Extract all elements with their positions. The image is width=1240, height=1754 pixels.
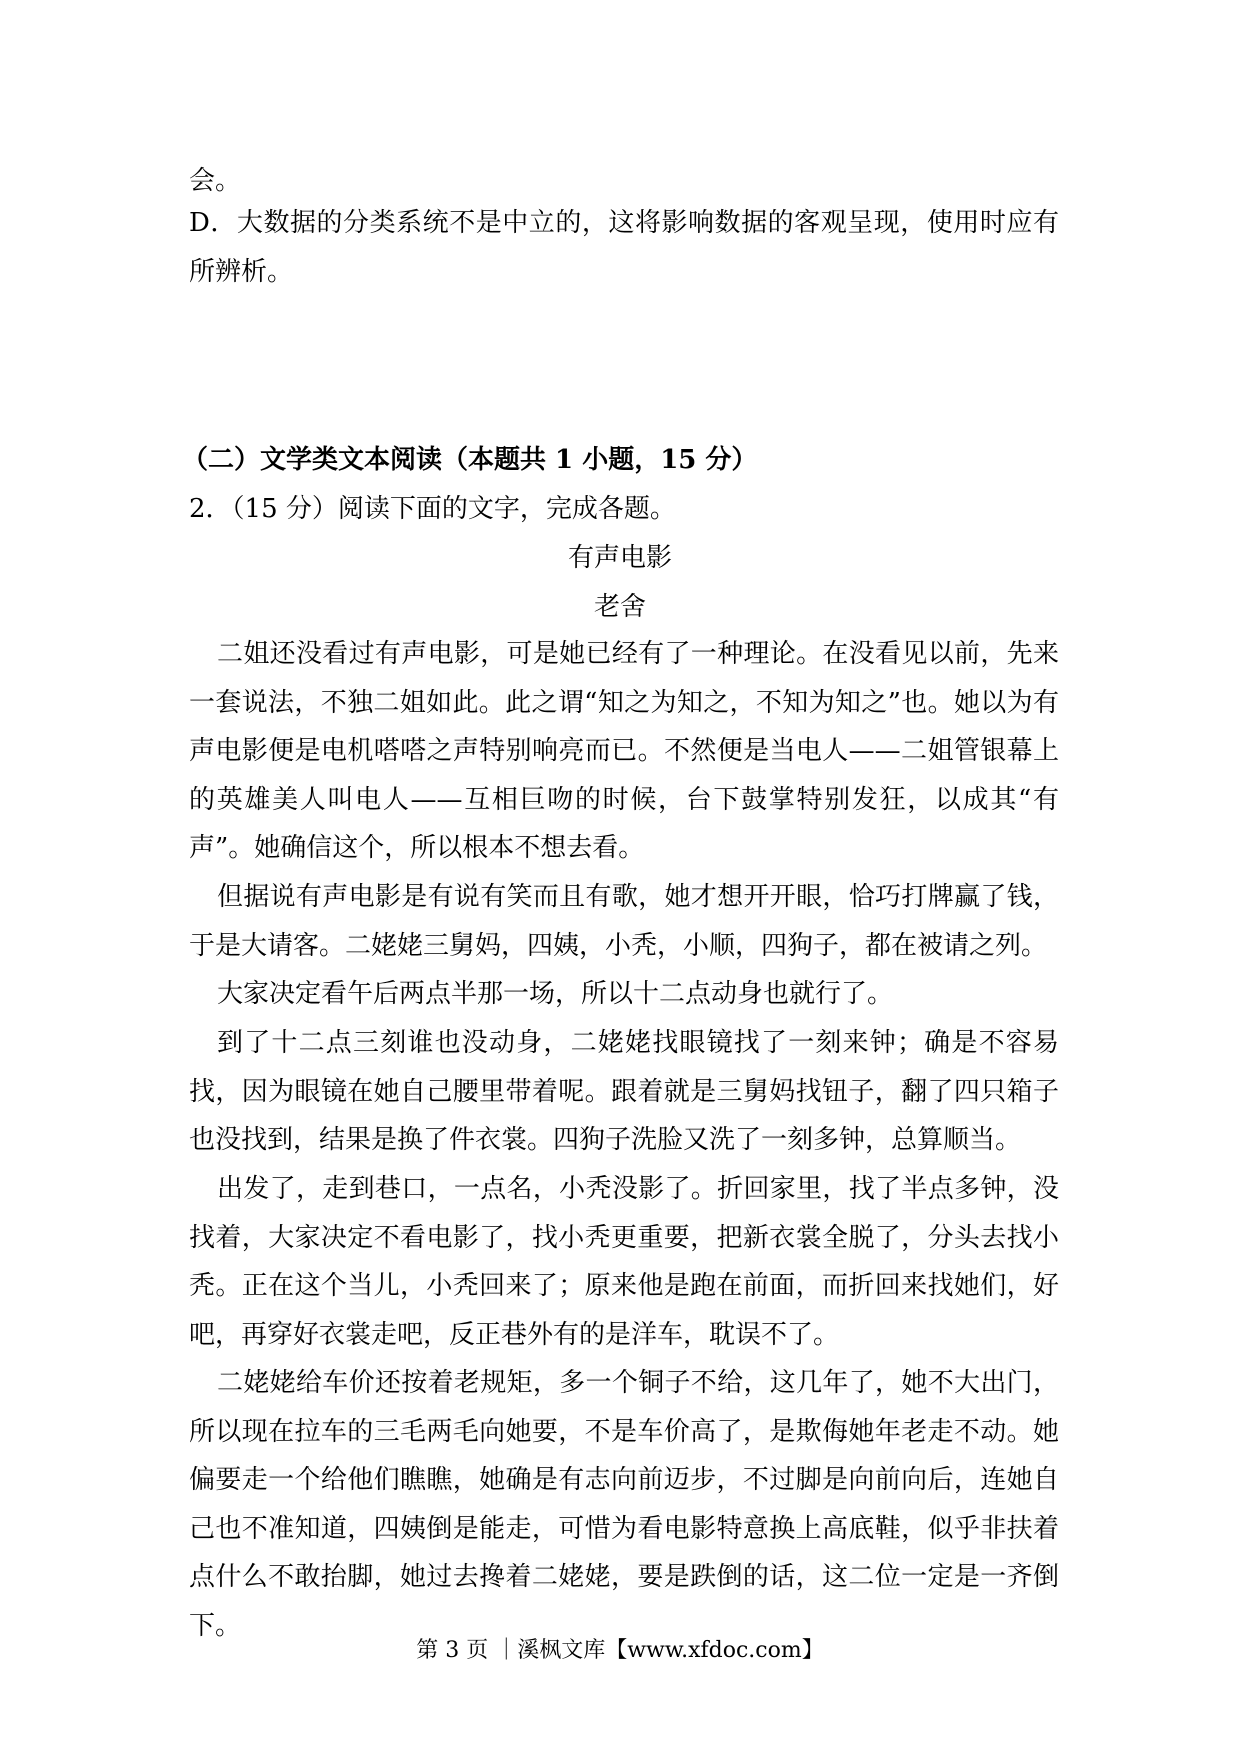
article-author: 老舍 [593,592,646,622]
article-title: 有声电影 [567,543,672,573]
article-paragraph: 但据说有声电影是有说有笑而且有歌，她才想开开眼，恰巧打牌赢了钱，于是大请客。二姥姥三舅妈，四姨，小秃，小顺，四狗子，都在被请之列。 [189,882,1059,961]
article-paragraph: 二姐还没看过有声电影，可是她已经有了一种理论。在没看见以前，先来一套说法，不独二姐如此。此之谓“知之为知之，不知为知之”也。她以为有声电影便是电机嗒嗒之声特别响亮而已。不然便是当电人——二姐管银幕上的英雄美人叫电人——互相巨吻的时候，台下鼓掌特别发狂，以成其“有声”。她确信这个，所以根本不想去看。 [189,639,1059,864]
page-footer: 第 3 页 ｜溪枫文库【www.xfdoc.com】 [416,1638,824,1663]
option-c-tail: 会。 [189,166,242,196]
article-paragraph: 大家决定看午后两点半那一场，所以十二点动身也就行了。 [217,979,894,1009]
article-paragraph: 到了十二点三刻谁也没动身，二姥姥找眼镜找了一刻来钟；确是不容易找，因为眼镜在她自己腰里带着呢。跟着就是三舅妈找钮子，翻了四只箱子也没找到，结果是换了件衣裳。四狗子洗脸又洗了一刻多钟，总算顺当。 [189,1028,1059,1156]
article-paragraph: 二姥姥给车价还按着老规矩，多一个铜子不给，这几年了，她不大出门，所以现在拉车的三毛两毛向她要，不是车价高了，是欺侮她年老走不动。她偏要走一个给他们瞧瞧，她确是有志向前迈步，不过脚是向前向后，连她自己也不准知道，四姨倒是能走，可惜为看电影特意换上高底鞋，似乎非扶着点什么不敢抬脚，她过去搀着二姥姥，要是跌倒的话，这二位一定是一齐倒下。 [189,1368,1059,1641]
option-d: D．大数据的分类系统不是中立的，这将影响数据的客观呈现，使用时应有所辨析。 [189,208,1059,287]
question-stem: 2．（15 分）阅读下面的文字，完成各题。 [189,494,676,524]
section-heading: （二）文学类文本阅读（本题共 1 小题，15 分） [182,445,758,475]
article-paragraph: 出发了，走到巷口，一点名，小秃没影了。折回家里，找了半点多钟，没找着，大家决定不看电影了，找小秃更重要，把新衣裳全脱了，分头去找小秃。正在这个当儿，小秃回来了；原来他是跑在前面，而折回来找她们，好吧，再穿好衣裳走吧，反正巷外有的是洋车，耽误不了。 [189,1174,1059,1350]
